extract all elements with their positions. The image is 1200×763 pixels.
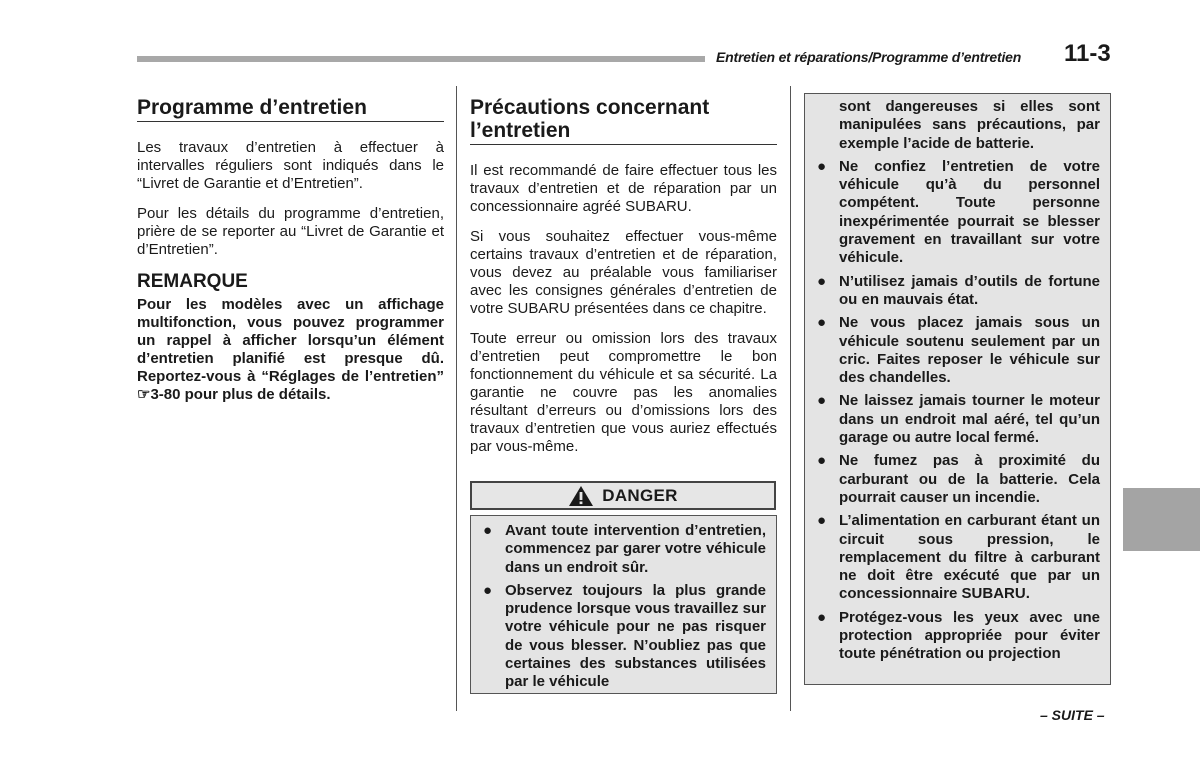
bullet-icon: ● xyxy=(817,608,827,626)
intro-paragraph: Les travaux d’entretien à effectuer à intervalles réguliers sont indiqués dans le “Livret de Garantie et d’Entretien”. xyxy=(137,139,444,192)
bullet-icon: ● xyxy=(817,512,827,530)
bullet-icon: ● xyxy=(817,157,827,175)
danger-panel xyxy=(470,515,777,694)
danger-banner xyxy=(470,481,776,510)
remark-text: Pour les modèles avec un affichage multifonction, vous pouvez programmer un rappel à afficher lorsqu’un élément d’entretien planifié est presque dû. Reportez-vous à “Réglages de l’entretien” ☞3-80 pour plus de détails. xyxy=(137,296,444,403)
chapter-tab xyxy=(1123,488,1200,551)
middle-column xyxy=(470,96,777,456)
danger-item: ● Ne fumez pas à proximité du carburant ou de la batterie. Cela pourrait causer un incendie. xyxy=(817,452,1100,506)
danger-item: ● Protégez-vous les yeux avec une protection appropriée pour éviter toute pénétration ou projection xyxy=(817,608,1100,663)
remark-heading: REMARQUE xyxy=(137,271,248,292)
danger-item: ● Ne laissez jamais tourner le moteur dans un endroit mal aéré, tel qu’un garage ou autre local fermé. xyxy=(817,392,1100,447)
page-number: 11-3 xyxy=(1064,40,1111,67)
section-title: Entretien et réparations/Programme d’entretien xyxy=(716,49,1022,65)
bullet-icon: ● xyxy=(817,452,827,470)
precautions-paragraph-2: Si vous souhaitez effectuer vous-même certains travaux d’entretien et de réparation, vous devez au préalable vous familiariser avec les consignes générales d’entretien de votre SUBARU présentées dans ce chapitre. xyxy=(470,228,777,317)
bullet-icon: ● xyxy=(483,522,493,539)
bullet-icon: ● xyxy=(817,314,827,332)
danger-item: ● N’utilisez jamais d’outils de fortune ou en mauvais état. xyxy=(817,272,1100,308)
danger-item: ● L’alimentation en carburant étant un circuit sous pression, le remplacement du filtre à carburant ne doit être exécuté que par un concessionnaire SUBARU. xyxy=(817,512,1100,603)
danger-item: ● Avant toute intervention d’entretien, commencez par garer votre véhicule dans un endroit sûr. xyxy=(483,522,766,576)
bullet-icon: ● xyxy=(817,272,827,290)
danger-item: ● Ne confiez l’entretien de votre véhicule qu’à du personnel compétent. Toute personne inexpérimentée pourrait se blesser gravement en travaillant sur votre véhicule. xyxy=(817,157,1100,267)
warning-triangle-icon xyxy=(568,485,594,507)
continuation-text: sont dangereuses si elles sont manipulées sans précautions, par exemple l’acide de batterie. xyxy=(839,98,1100,152)
details-paragraph: Pour les détails du programme d’entretien, prière de se reporter au “Livret de Garantie et d’Entretien”. xyxy=(137,205,444,258)
precautions-paragraph-3: Toute erreur ou omission lors des travaux d’entretien peut compromettre le bon fonctionnement du véhicule et sa sécurité. La garantie ne couvre pas les anomalies résultant d’erreurs ou d’omissions lors des travaux d’entretien que vous auriez effectués par vous-même. xyxy=(470,330,777,455)
danger-item: ● Observez toujours la plus grande prudence lorsque vous travaillez sur votre véhicule pour ne pas risquer de vous blesser. N’oubliez pas que certaines des substances utilisées par le véhicule xyxy=(483,581,766,691)
danger-item: ● Ne vous placez jamais sous un véhicule soutenu seulement par un cric. Faites reposer le véhicule sur des chandelles. xyxy=(817,314,1100,387)
continued-marker: – SUITE – xyxy=(1040,707,1105,723)
header-rule xyxy=(137,56,705,62)
column-divider xyxy=(790,86,791,711)
danger-label: DANGER xyxy=(602,485,678,505)
section-heading: Programme d’entretien xyxy=(137,96,444,122)
precautions-paragraph-1: Il est recommandé de faire effectuer tous les travaux d’entretien et de réparation par un concessionnaire agréé SUBARU. xyxy=(470,162,777,215)
bullet-icon: ● xyxy=(817,392,827,410)
bullet-icon: ● xyxy=(483,581,493,599)
column-divider xyxy=(456,86,457,711)
danger-panel-continued xyxy=(804,93,1111,685)
precautions-heading: Précautions concernant l’entretien xyxy=(470,96,777,145)
left-column xyxy=(137,96,444,404)
